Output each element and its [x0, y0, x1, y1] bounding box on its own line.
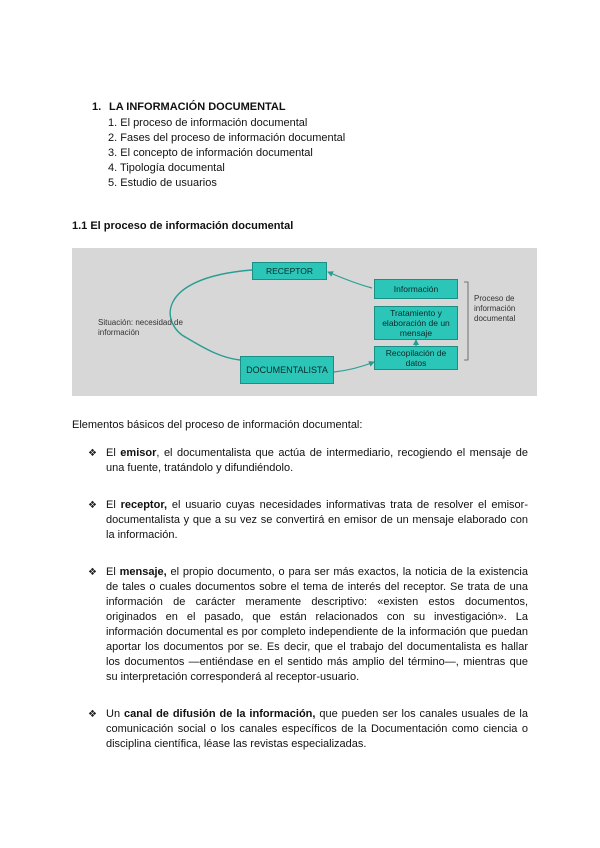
chapter-title-text: LA INFORMACIÓN DOCUMENTAL	[109, 101, 286, 113]
table-of-contents	[108, 116, 345, 191]
intro-text: Elementos básicos del proceso de información documental:	[72, 419, 363, 431]
list-item: ❖ El receptor, el usuario cuyas necesidades informativas trata de resolver el emisor-documentalista y que a su vez se convertirá en emisor de un mensaje elaborado con la información.	[88, 499, 528, 541]
situacion-label: Situación: necesidad de información	[98, 318, 183, 337]
proceso-label: Proceso de información documental	[474, 294, 516, 323]
chapter-title	[92, 101, 286, 113]
toc-item: 3. El concepto de información documental	[108, 147, 313, 159]
list-item: ❖ El mensaje, el propio documento, o para ser más exactos, la noticia de la existencia de tales o cuales documentos sobre el tema de interés del receptor. Se trata de una información de carácter meramente descriptivo: «existen estos documentos, originados en el pasado, que están relacionados con su investigación». La información documental es por completo independiente de la información que puedan aportar los documentos por se. Es decir, que el trabajo del documentalista es hallar los documentos —entiéndase en el sentido más amplio del término—, mientras que su interpretación corresponderá al receptor-usuario.	[88, 566, 528, 683]
diamond-bullet-icon: ❖	[88, 567, 97, 578]
toc-item: 1. El proceso de información documental	[108, 117, 308, 129]
section-title: 1.1 El proceso de información documental	[72, 220, 294, 232]
arrow-documentalista-recopilacion	[334, 362, 374, 372]
tratamiento-box: Tratamiento y elaboración de un mensaje	[374, 306, 458, 340]
diamond-bullet-icon: ❖	[88, 709, 97, 720]
diamond-bullet-icon: ❖	[88, 448, 97, 459]
arrow-informacion-receptor	[328, 272, 372, 288]
toc-item: 5. Estudio de usuarios	[108, 177, 217, 189]
need-arc	[170, 270, 252, 360]
bullet-list	[88, 446, 528, 774]
recopilacion-box: Recopilación de datos	[374, 346, 458, 370]
diamond-bullet-icon: ❖	[88, 500, 97, 511]
chapter-number: 1.	[92, 101, 102, 113]
documentalista-box: DOCUMENTALISTA	[240, 356, 334, 384]
toc-item: 2. Fases del proceso de información documental	[108, 132, 346, 144]
list-item: ❖ El emisor, el documentalista que actúa de intermediario, recogiendo el mensaje de una fuente, tratándolo y difundiéndolo.	[88, 447, 528, 474]
process-diagram	[72, 248, 537, 396]
toc-item: 4. Tipología documental	[108, 162, 225, 174]
receptor-box: RECEPTOR	[252, 262, 327, 280]
informacion-box: Información	[374, 279, 458, 299]
list-item: ❖ Un canal de difusión de la información, que pueden ser los canales usuales de la comunicación social o los canales específicos de la Documentación como ciencia o disciplina científica, léase las revistas especializadas.	[88, 708, 528, 750]
process-bracket	[464, 282, 468, 360]
